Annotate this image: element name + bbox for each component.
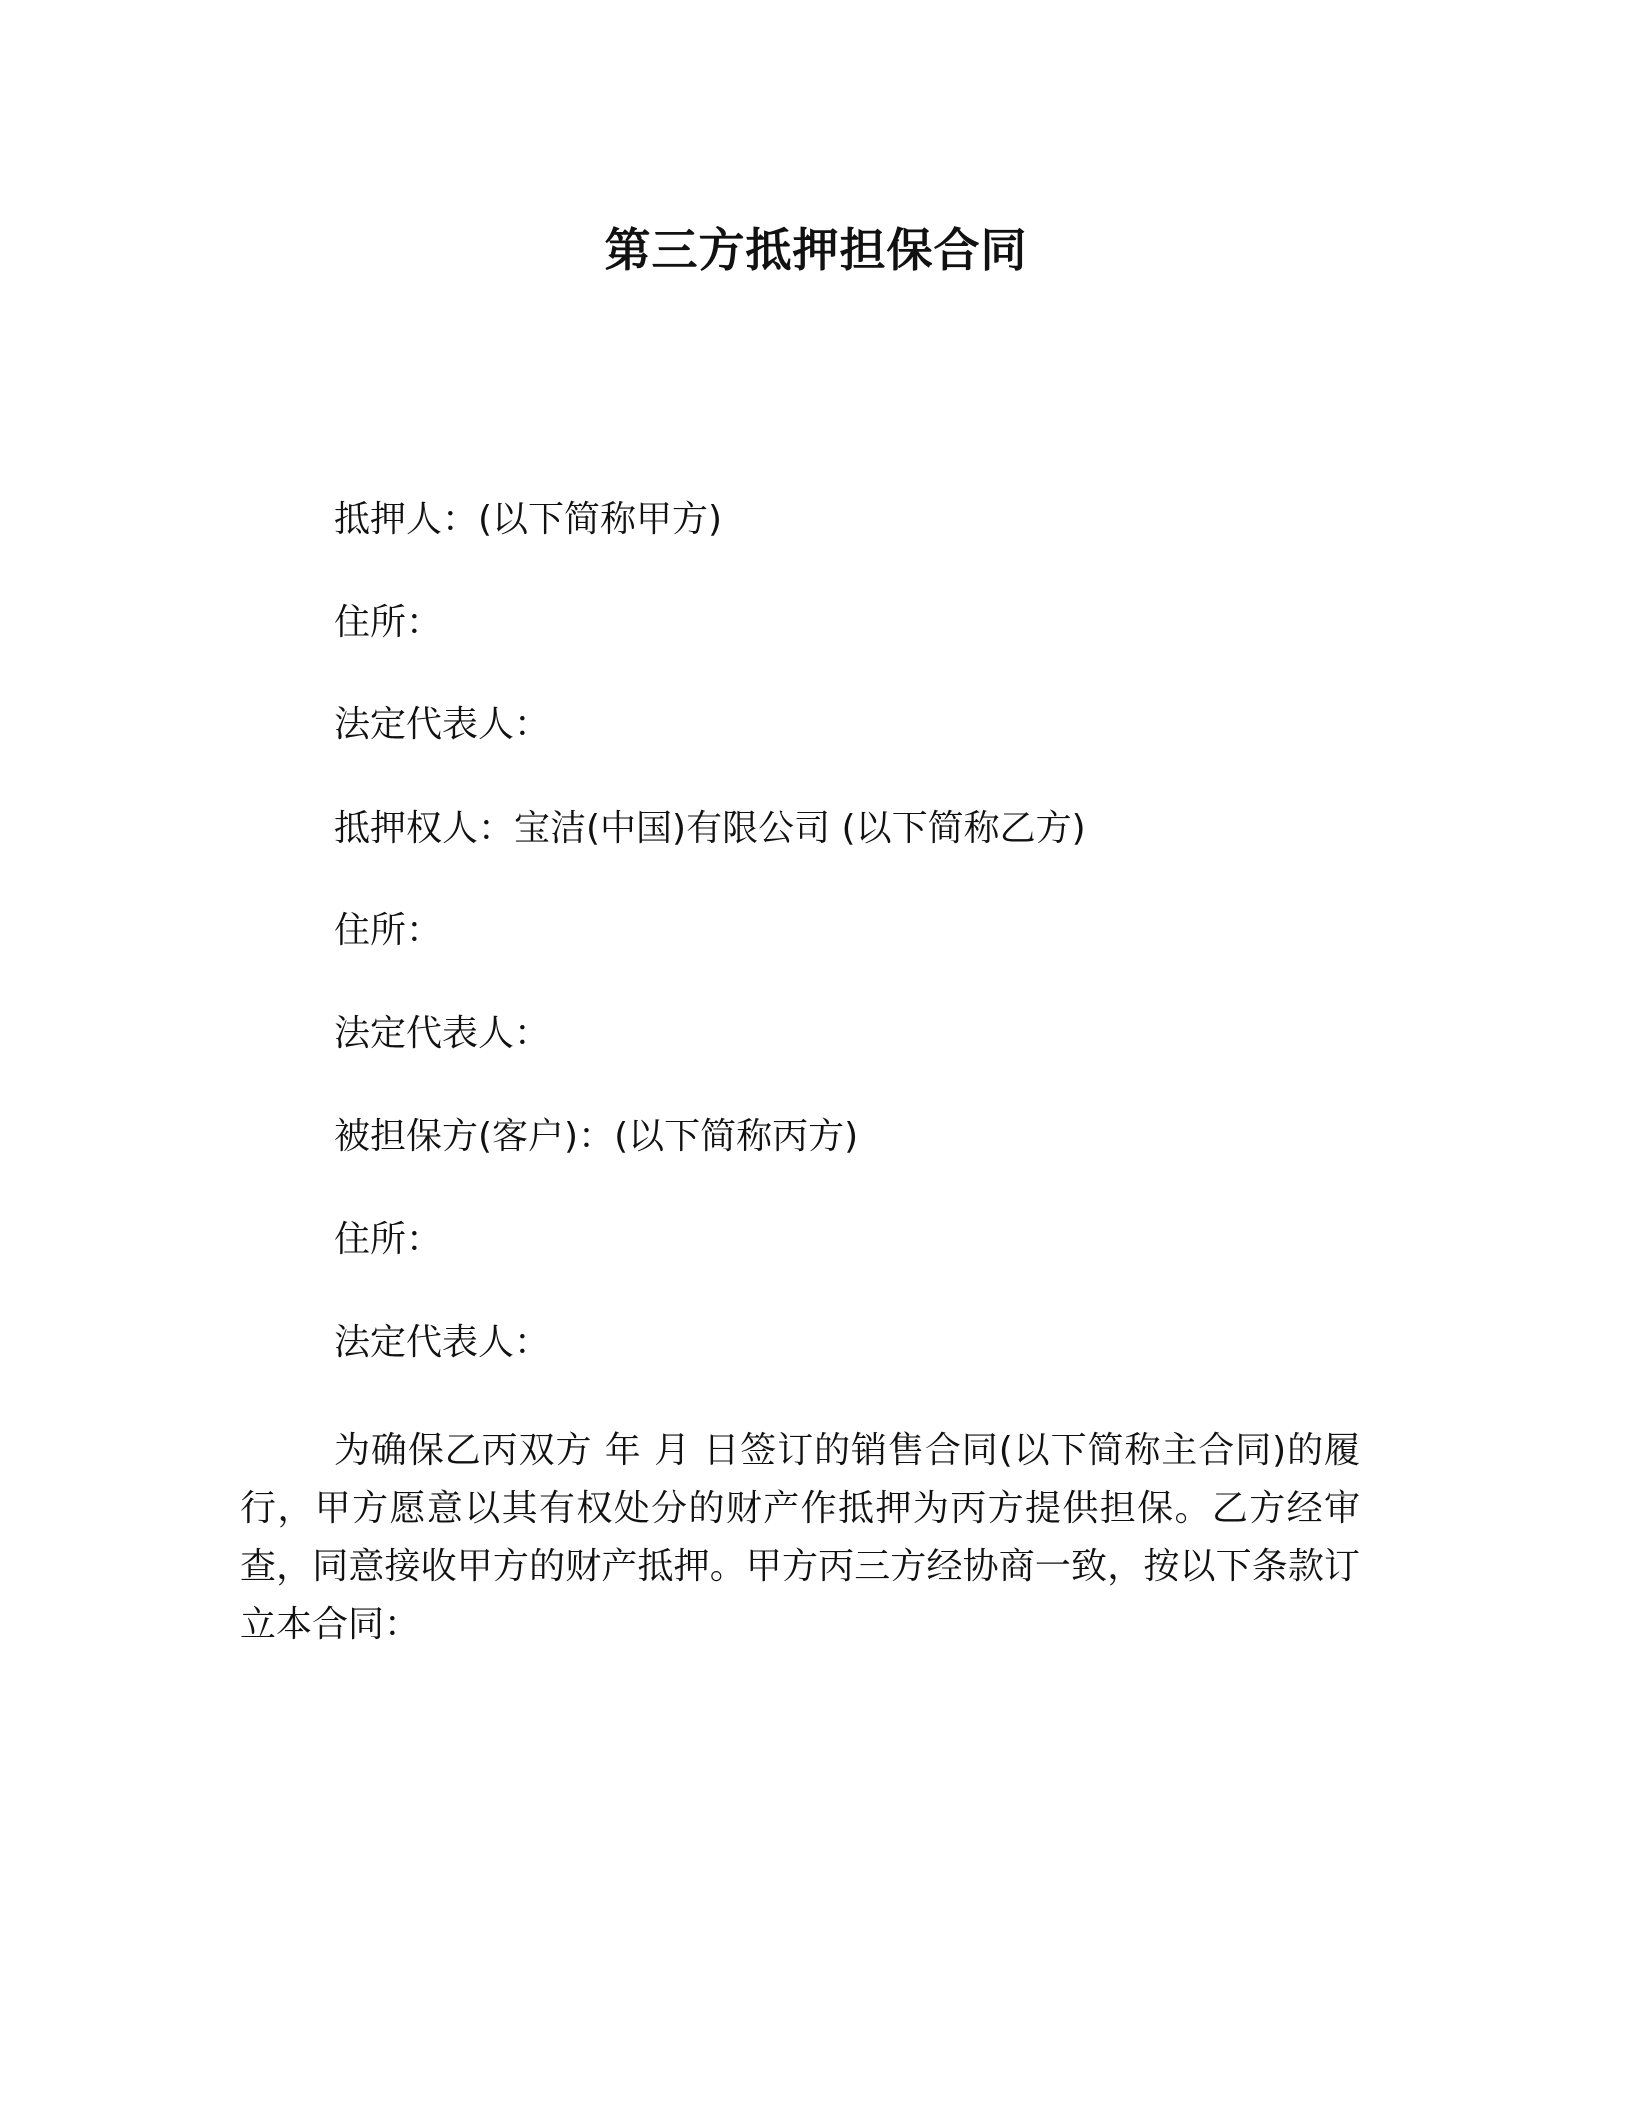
- mortgagor-line: 抵押人：(以下简称甲方): [334, 499, 723, 540]
- mortgagee-line: 抵押权人：宝洁(中国)有限公司 (以下简称乙方): [334, 808, 1086, 849]
- intro-paragraph: 为确保乙丙双方 年 月 日签订的销售合同(以下简称主合同)的履行，甲方愿意以其有权处分的财产作抵押为丙方提供担保。乙方经审查，同意接收甲方的财产抵押。甲方丙三方经协商一致，按以下条款订立本合同：: [240, 1430, 1360, 1645]
- mortgagee-address-line: 住所：: [334, 910, 443, 951]
- mortgagor-address-line: 住所：: [334, 602, 443, 643]
- mortgagor-representative-line: 法定代表人：: [334, 704, 551, 745]
- document-title: 第三方抵押担保合同: [604, 223, 1028, 277]
- guaranteed-party-line: 被担保方(客户)：(以下简称丙方): [334, 1116, 859, 1157]
- mortgagee-representative-line: 法定代表人：: [334, 1013, 551, 1054]
- guaranteed-party-address-line: 住所：: [334, 1219, 443, 1260]
- guaranteed-party-representative-line: 法定代表人：: [334, 1322, 551, 1363]
